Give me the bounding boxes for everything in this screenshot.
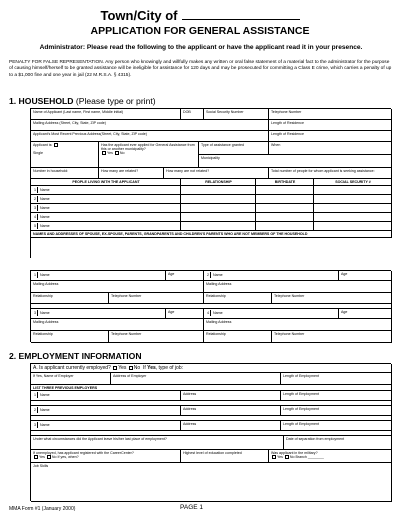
relative-phone-1[interactable]: Telephone Number — [109, 293, 204, 304]
living-ssn-2[interactable] — [314, 195, 392, 204]
job-skills-field[interactable]: Job Skills — [31, 463, 392, 502]
birthdate-header: BIRTHDATE — [256, 179, 314, 186]
careercenter-no-checkbox[interactable] — [47, 455, 51, 459]
prev-employer-address-2[interactable]: Address — [181, 406, 281, 416]
prev-employer-name-1[interactable]: 1 Name — [31, 391, 181, 401]
relative-relationship-2[interactable]: Relationship — [204, 293, 272, 304]
employed-yes-checkbox[interactable] — [113, 366, 117, 370]
relative-name-2[interactable]: 2 Name — [204, 271, 339, 281]
relative-age-3[interactable]: Age — [166, 309, 204, 319]
relative-phone-3[interactable]: Telephone Number — [109, 331, 204, 343]
form-id: MMA Form #1 (January 2000) — [9, 506, 76, 512]
relative-mailing-4[interactable]: Mailing Address — [204, 319, 392, 331]
previous-address-field[interactable]: Applicant's Most Recent Previous Address(Street, City, State, ZIP code) — [31, 131, 269, 142]
living-name-4[interactable]: 4 Name — [31, 213, 181, 222]
prev-employer-name-3[interactable]: 3 Name — [31, 421, 181, 431]
town-label: Town/City of — [100, 8, 178, 23]
administrator-note: Administrator: Please read the following to the applicant or have the applicant read it in your presence. — [39, 44, 363, 51]
employed-no-checkbox[interactable] — [129, 366, 133, 370]
spouse-header: NAMES AND ADDRESSES OF SPOUSE, EX-SPOUSE, PARENTS, GRANDPARENTS AND CHILDREN'S PARENTS WHO ARE NOT MEMBERS OF THE HOUSEHOLD — [31, 231, 392, 238]
employment-heading: 2. EMPLOYMENT INFORMATION — [9, 351, 142, 361]
household-heading: 1. HOUSEHOLD (Please type or print) — [9, 96, 156, 106]
relative-relationship-4[interactable]: Relationship — [204, 331, 272, 343]
mailing-address-field[interactable]: Mailing Address (Street, City, State, ZIP code) — [31, 120, 269, 131]
living-relationship-3[interactable] — [181, 204, 256, 213]
living-ssn-5[interactable] — [314, 222, 392, 231]
relative-age-4[interactable]: Age — [339, 309, 392, 319]
employer-address-field[interactable]: Address of Employer — [111, 373, 281, 385]
employer-name-field[interactable]: If Yes, Name of Employer — [31, 373, 111, 385]
penalty-statement: PENALTY FOR FALSE REPRESENTATION. Any person who knowingly and willfully makes any written or oral false statement of a material fact to the administrator for the purpose of causing himself/herself to be granted assistance will be ineligible for assistance for 120 days and may be prosecuted for committing a Class E crime, which carries a penalty of up to a $1,000 fine and one year in jail (22 M.R.S.A. § 4315). — [9, 60, 392, 78]
applied-yes-checkbox[interactable] — [102, 151, 106, 155]
careercenter-yes-checkbox[interactable] — [34, 455, 38, 459]
relative-age-2[interactable]: Age — [339, 271, 392, 281]
living-birthdate-4[interactable] — [256, 213, 314, 222]
relative-name-3[interactable]: 3 Name — [31, 309, 166, 319]
prev-employer-address-3[interactable]: Address — [181, 421, 281, 431]
num-not-related-field[interactable]: How many are not related? — [164, 168, 269, 179]
applicant-status-cell: Applicant is: Single — [31, 142, 99, 168]
form-title: APPLICATION FOR GENERAL ASSISTANCE — [90, 25, 310, 37]
relationship-header: RELATIONSHIP — [181, 179, 256, 186]
relative-name-1[interactable]: 1 Name — [31, 271, 166, 281]
applied-before-cell: Has the applicant ever applied for General Assistance from this or another municipality? Yes No — [99, 142, 199, 168]
employment-form — [30, 363, 391, 501]
household-form — [30, 108, 391, 258]
separation-date-field[interactable]: Date of separation from employment — [284, 436, 392, 450]
living-name-2[interactable]: 2 Name — [31, 195, 181, 204]
relative-relationship-3[interactable]: Relationship — [31, 331, 109, 343]
careercenter-cell: If unemployed, has applicant registered with the CareerCenter? Yes No If yes, when? — [31, 450, 181, 463]
num-household-field[interactable]: Number in household: — [31, 168, 99, 179]
town-title — [0, 8, 400, 23]
prev-employer-name-2[interactable]: 2 Name — [31, 406, 181, 416]
relatives-form — [30, 270, 391, 342]
relative-mailing-2[interactable]: Mailing Address — [204, 281, 392, 293]
total-people-field[interactable]: Total number of people for whom applicant is seeking assistance: — [269, 168, 392, 179]
military-yes-checkbox[interactable] — [272, 455, 276, 459]
page-number: PAGE 1 — [180, 504, 204, 511]
living-birthdate-1[interactable] — [256, 186, 314, 195]
relative-phone-2[interactable]: Telephone Number — [272, 293, 392, 304]
applicant-name-field[interactable]: Name of Applicant (Last name, First name, Middle initial) — [31, 109, 181, 120]
relative-mailing-1[interactable]: Mailing Address — [31, 281, 204, 293]
living-name-1[interactable]: 1 Name — [31, 186, 181, 195]
prev-employer-address-1[interactable]: Address — [181, 391, 281, 401]
applied-no-checkbox[interactable] — [115, 151, 119, 155]
prev-employer-length-1[interactable]: Length of Employment — [281, 391, 392, 401]
prev-employer-length-2[interactable]: Length of Employment — [281, 406, 392, 416]
relative-mailing-3[interactable]: Mailing Address — [31, 319, 204, 331]
relative-relationship-1[interactable]: Relationship — [31, 293, 109, 304]
dob-field[interactable]: DOB — [181, 109, 204, 120]
previous-residence-length-field[interactable]: Length of Residence — [269, 131, 392, 142]
type-granted-field[interactable]: Type of assistance granted — [199, 142, 269, 155]
previous-employers-header: LIST THREE PREVIOUS EMPLOYERS — [31, 385, 392, 391]
employment-length-field[interactable]: Length of Employment — [281, 373, 392, 385]
residence-length-field[interactable]: Length of Residence — [269, 120, 392, 131]
living-ssn-3[interactable] — [314, 204, 392, 213]
town-name-line[interactable] — [182, 10, 300, 20]
single-label: Single — [33, 151, 43, 156]
relative-age-1[interactable]: Age — [166, 271, 204, 281]
when-field[interactable]: When — [269, 142, 392, 155]
military-no-checkbox[interactable] — [285, 455, 289, 459]
education-field[interactable]: Highest level of education completed — [181, 450, 269, 463]
living-relationship-1[interactable] — [181, 186, 256, 195]
living-ssn-4[interactable] — [314, 213, 392, 222]
living-header: PEOPLE LIVING WITH THE APPLICANT — [31, 179, 181, 186]
living-relationship-2[interactable] — [181, 195, 256, 204]
living-ssn-1[interactable] — [314, 186, 392, 195]
phone-field[interactable]: Telephone Number — [269, 109, 392, 120]
military-cell: Was applicant in the military? Yes No Branch ________ — [269, 450, 392, 463]
living-birthdate-3[interactable] — [256, 204, 314, 213]
prev-employer-length-3[interactable]: Length of Employment — [281, 421, 392, 431]
ssn-field[interactable]: Social Security Number — [204, 109, 269, 120]
leave-circumstances-field[interactable]: Under what circumstances did the Applicant leave his/her last place of employment? — [31, 436, 284, 450]
relative-name-4[interactable]: 4 Name — [204, 309, 339, 319]
social-header: SOCIAL SECURITY # — [314, 179, 392, 186]
living-birthdate-5[interactable] — [256, 222, 314, 231]
living-name-5[interactable]: 5 Name — [31, 222, 181, 231]
living-relationship-4[interactable] — [181, 213, 256, 222]
living-name-3[interactable]: 3 Name — [31, 204, 181, 213]
relative-phone-4[interactable]: Telephone Number — [272, 331, 392, 343]
currently-employed-row: A. Is applicant currently employed? Yes No If Yes, type of job: — [31, 364, 392, 373]
living-relationship-5[interactable] — [181, 222, 256, 231]
municipality-field[interactable]: Municipality — [199, 155, 392, 168]
living-birthdate-2[interactable] — [256, 195, 314, 204]
num-related-field[interactable]: How many are related? — [99, 168, 164, 179]
status-checkbox[interactable] — [54, 143, 58, 147]
